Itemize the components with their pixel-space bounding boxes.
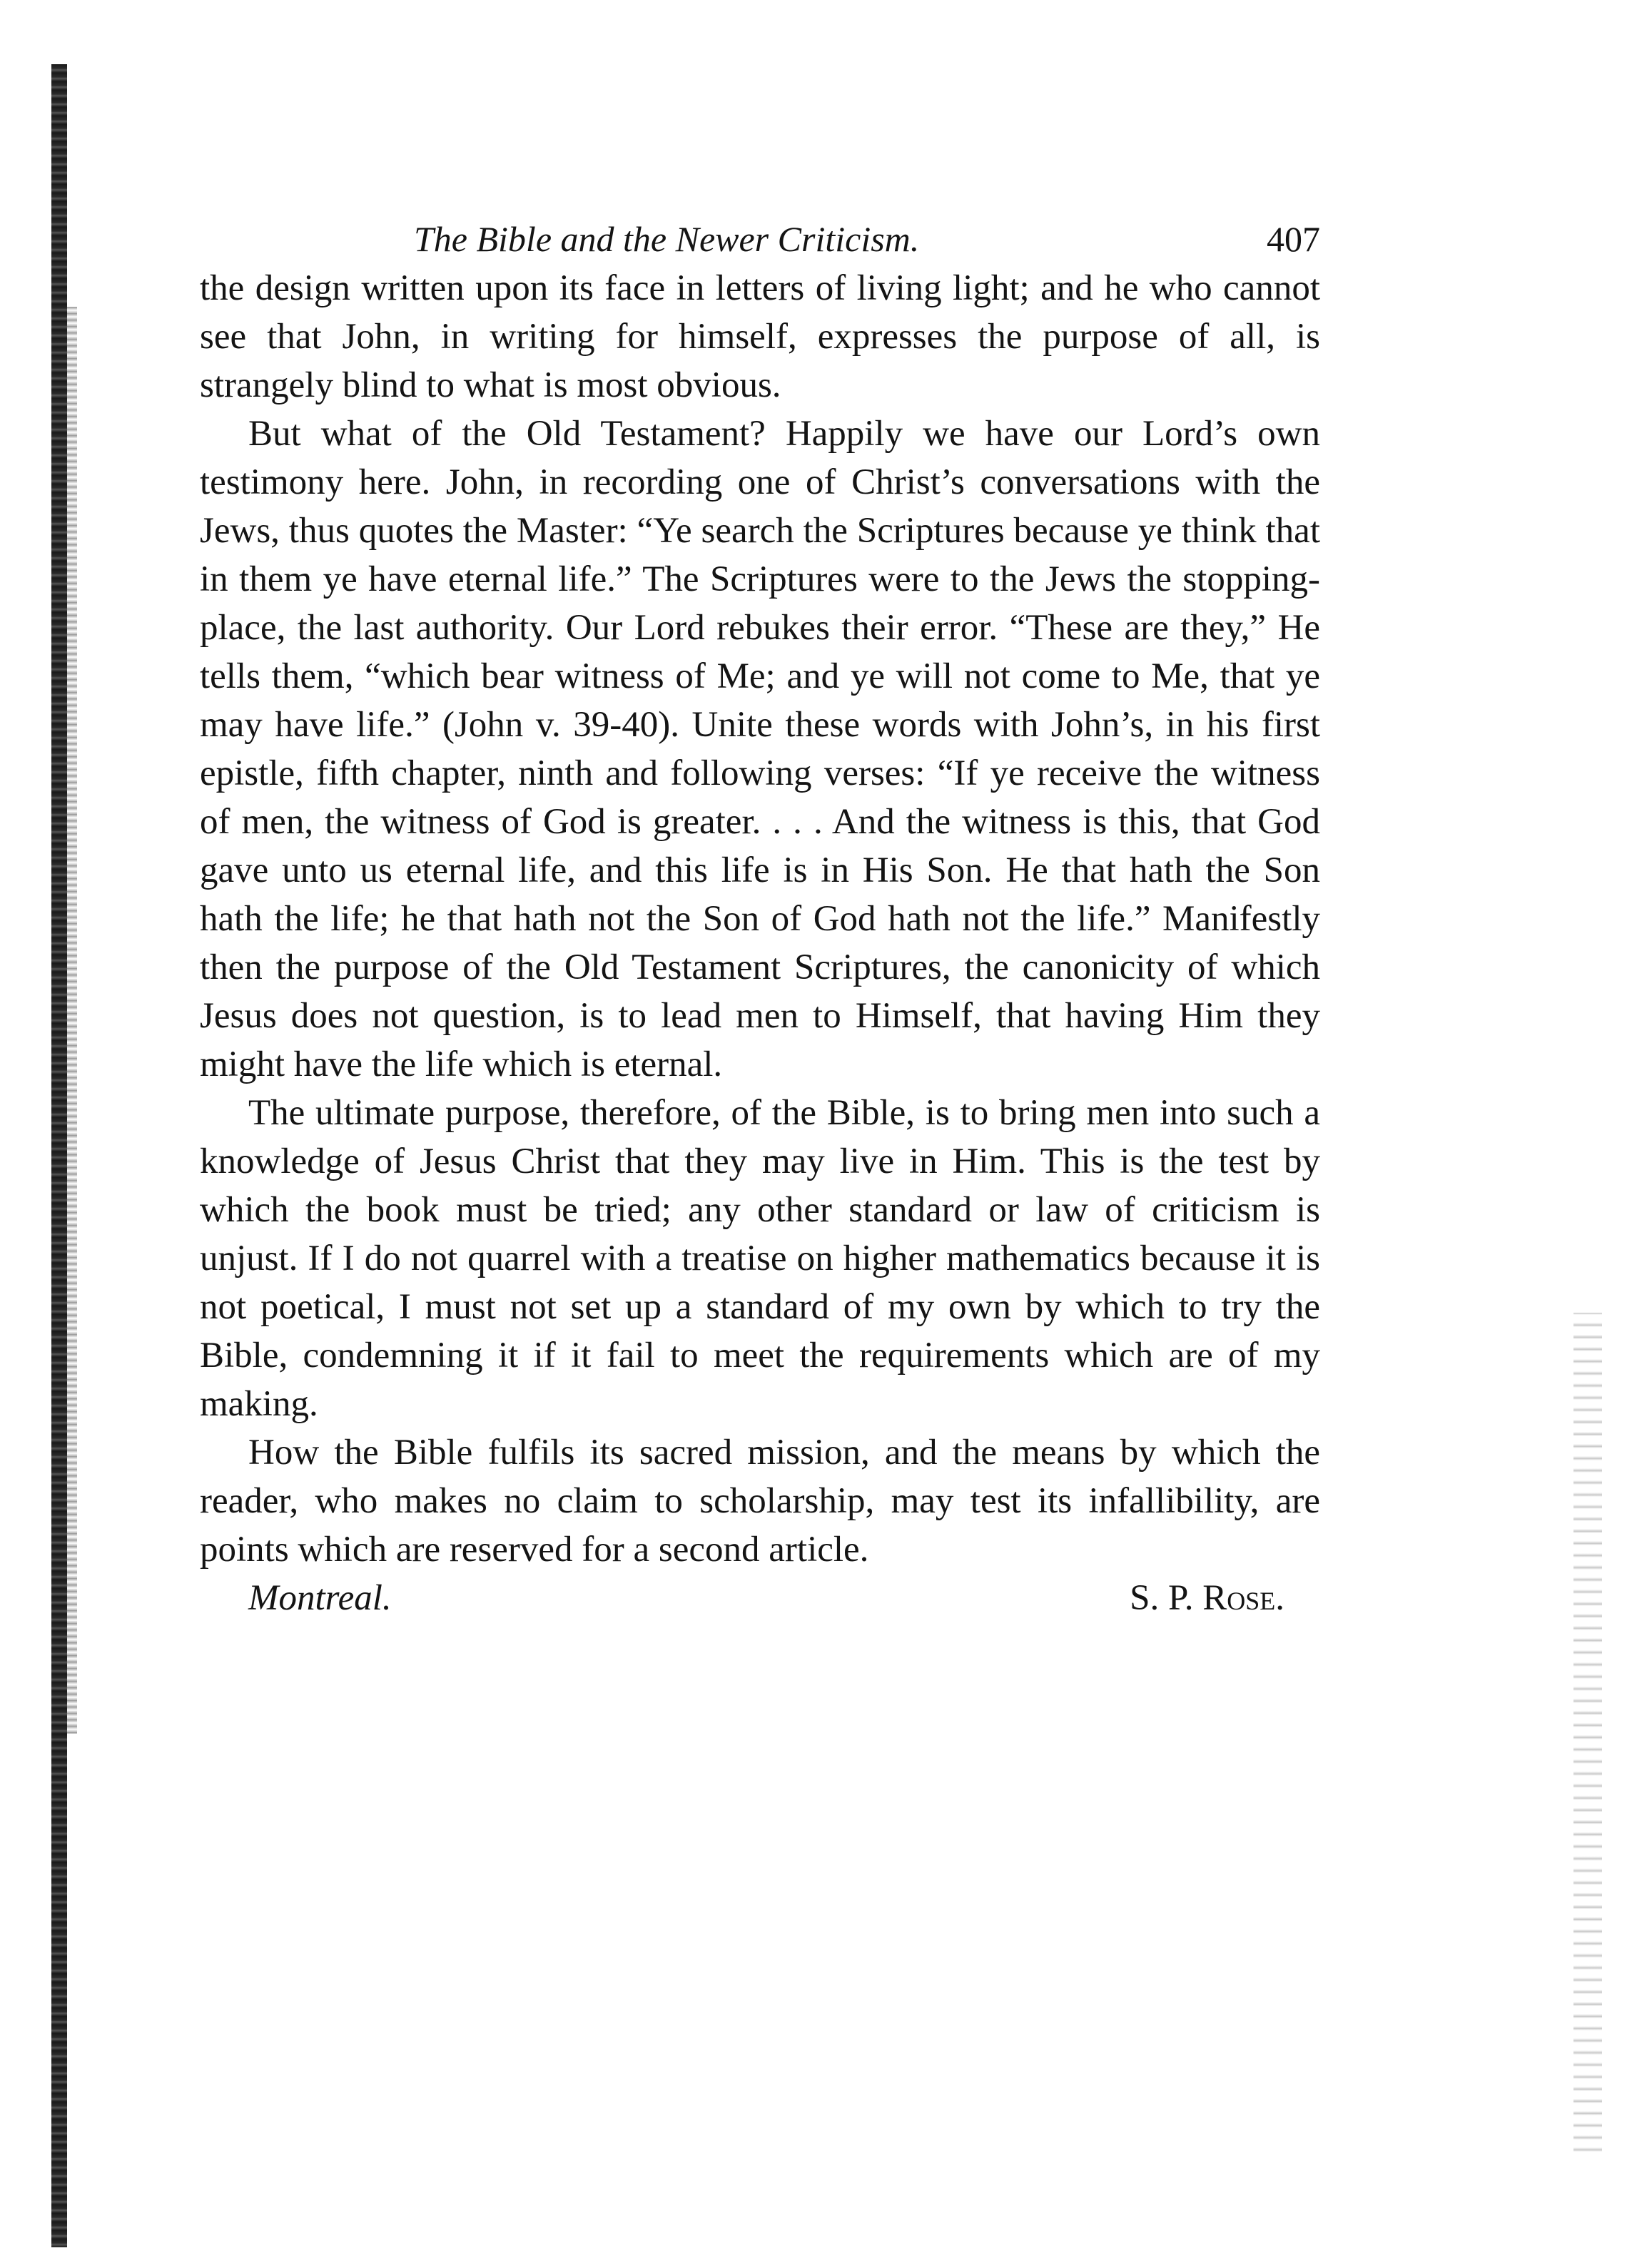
signature-line — [200, 1574, 1320, 1622]
body-text — [200, 264, 1320, 1574]
book-spine-shadow — [51, 64, 67, 2247]
book-page — [200, 214, 1320, 1622]
spine-edge-texture — [67, 307, 77, 1734]
running-head — [200, 214, 1320, 264]
paragraph-1: the design written upon its face in letters of living light; and he who cannot see that John, in writing for himself, expresses the purpose of all, is strangely blind to what is most obvious. — [200, 268, 1320, 405]
signature-author — [1130, 1574, 1284, 1622]
paragraph-3: The ultimate purpose, therefore, of the Bible, is to bring men into such a knowledge of Jesus Christ that they may live in Him. This is the test by which the book must be tried; any other standard or law of criticism is unjust. If I do not quarrel with a treatise on higher mathematics because it is not poetical, I must not set up a standard of my own by which to try the Bible, condemning it if it fail to meet the requirements which are of my making. — [200, 1093, 1320, 1424]
paragraph-2: But what of the Old Testament? Happily we have our Lord’s own testimony here. John, in recording one of Christ’s conversations with the Jews, thus quotes the Master: “Ye search the Scriptures because ye think that in them ye have eternal life.” The Scriptures were to the Jews the stopping-place, the last authority. Our Lord rebukes their error. “These are they,” He tells them, “which bear witness of Me; and ye will not come to Me, that ye may have life.” (John v. 39-40). Unite these words with John’s, in his first epistle, fifth chapter, ninth and following verses: “If ye receive the witness of men, the witness of God is greater. . . . And the witness is this, that God gave unto us eternal life, and this life is in His Son. He that hath the Son hath the life; he that hath not the Son of God hath not the life.” Manifestly then the purpose of the Old Testament Scriptures, the canonicity of which Jesus does not question, is to lead men to Himself, that having Him they might have the life which is eternal. — [200, 414, 1320, 1084]
page-number: 407 — [1267, 219, 1320, 259]
signature-place: Montreal. — [248, 1578, 392, 1618]
running-title: The Bible and the Newer Criticism. — [414, 219, 920, 259]
paragraph-4: How the Bible fulfils its sacred mission, and the means by which the reader, who makes no claim to scholarship, may test its infallibility, are points which are reserved for a second article. — [200, 1433, 1320, 1570]
scan-edge-noise — [1573, 1313, 1602, 2155]
signature-author-name: S. P. Rose. — [1130, 1578, 1284, 1618]
